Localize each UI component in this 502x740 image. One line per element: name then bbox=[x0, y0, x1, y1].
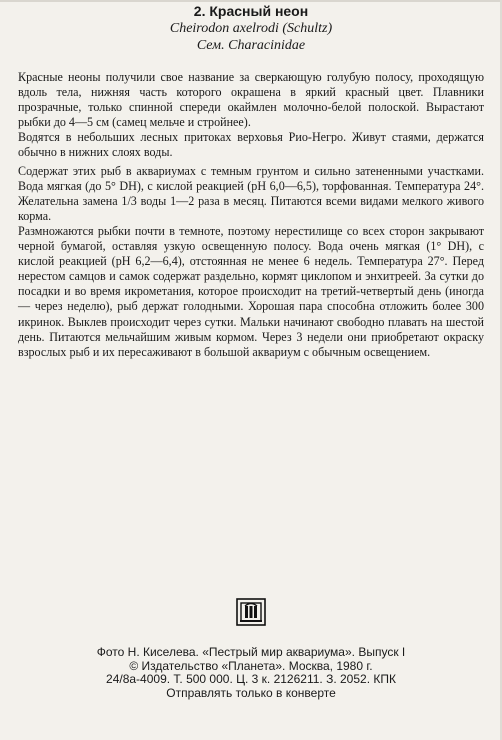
footer-print-info: 24/8а-4009. Т. 500 000. Ц. 3 к. 2126211. З. 2052. КПК bbox=[106, 672, 396, 687]
footer-copyright: © Издательство «Планета». Москва, 1980 г. bbox=[129, 658, 373, 673]
publisher-logo-icon bbox=[236, 598, 266, 626]
body-text bbox=[18, 70, 484, 360]
footer-imprint bbox=[0, 646, 502, 700]
latin-species-name: Cheirodon axelrodi (Schultz) bbox=[169, 21, 333, 36]
page-title: 2. Красный неон bbox=[193, 3, 309, 19]
footer-mailing-note: Отправлять только в конверте bbox=[166, 685, 336, 700]
paragraph-habitat: Водятся в небольших лесных притоках верховья Рио-Негро. Живут стаями, держатся обычно в нижних слоях воды. bbox=[18, 130, 484, 160]
paragraph-breeding: Размножаются рыбки почти в темноте, поэтому нерестилище со всех сторон закрывают черной бумагой, оставляя узкую освещенную полосу. Вода очень мягкая (1° DH), с кислой реакцией (pH 6,2—6,4), отстоянная не менее 6 недель. Температура 27°. Перед нерестом самцов и самок содержат раздельно, кормят циклопом и энхитреей. За сутки до посадки и во время икрометания, которое происходит на третий-четвертый день (иногда — через неделю), рыб держат голодными. Хорошая пара способна отложить более 300 икринок. Выклев происходит через сутки. Мальки начинают свободно плавать на шестой день. Питаются мельчайшим живым кормом. Через 3 недели они приобретают окраску взрослых рыб и их пересаживают в большой аквариум с обычным освещением. bbox=[18, 223, 484, 359]
footer-photo-credit: Фото Н. Киселева. «Пестрый мир аквариума». Выпуск I bbox=[96, 645, 406, 659]
publisher-logo-svg bbox=[236, 598, 266, 626]
paragraph-description: Красные неоны получили свое название за сверкающую голубую полосу, проходящую вдоль тела, нижняя часть которого окрашена в яркий красный цвет. Плавники прозрачные, только спинной спереди окаймлен молочно-белой полоской. Вырастают рыбки до 4—5 см (самец мельче и стройнее). bbox=[18, 70, 484, 130]
family-name: Сем. Characinidae bbox=[196, 38, 306, 53]
header bbox=[0, 2, 502, 54]
paragraph-care: Содержат этих рыб в аквариумах с темным грунтом и сильно затененными участками. Вода мягкая (до 5° DH), с кислой реакцией (pH 6,0—6,5), торфованная. Температура 24°. Желательна замена 1/3 воды 1—2 раза в месяц. Питаются всеми видами мелкого живого корма. bbox=[18, 163, 484, 223]
